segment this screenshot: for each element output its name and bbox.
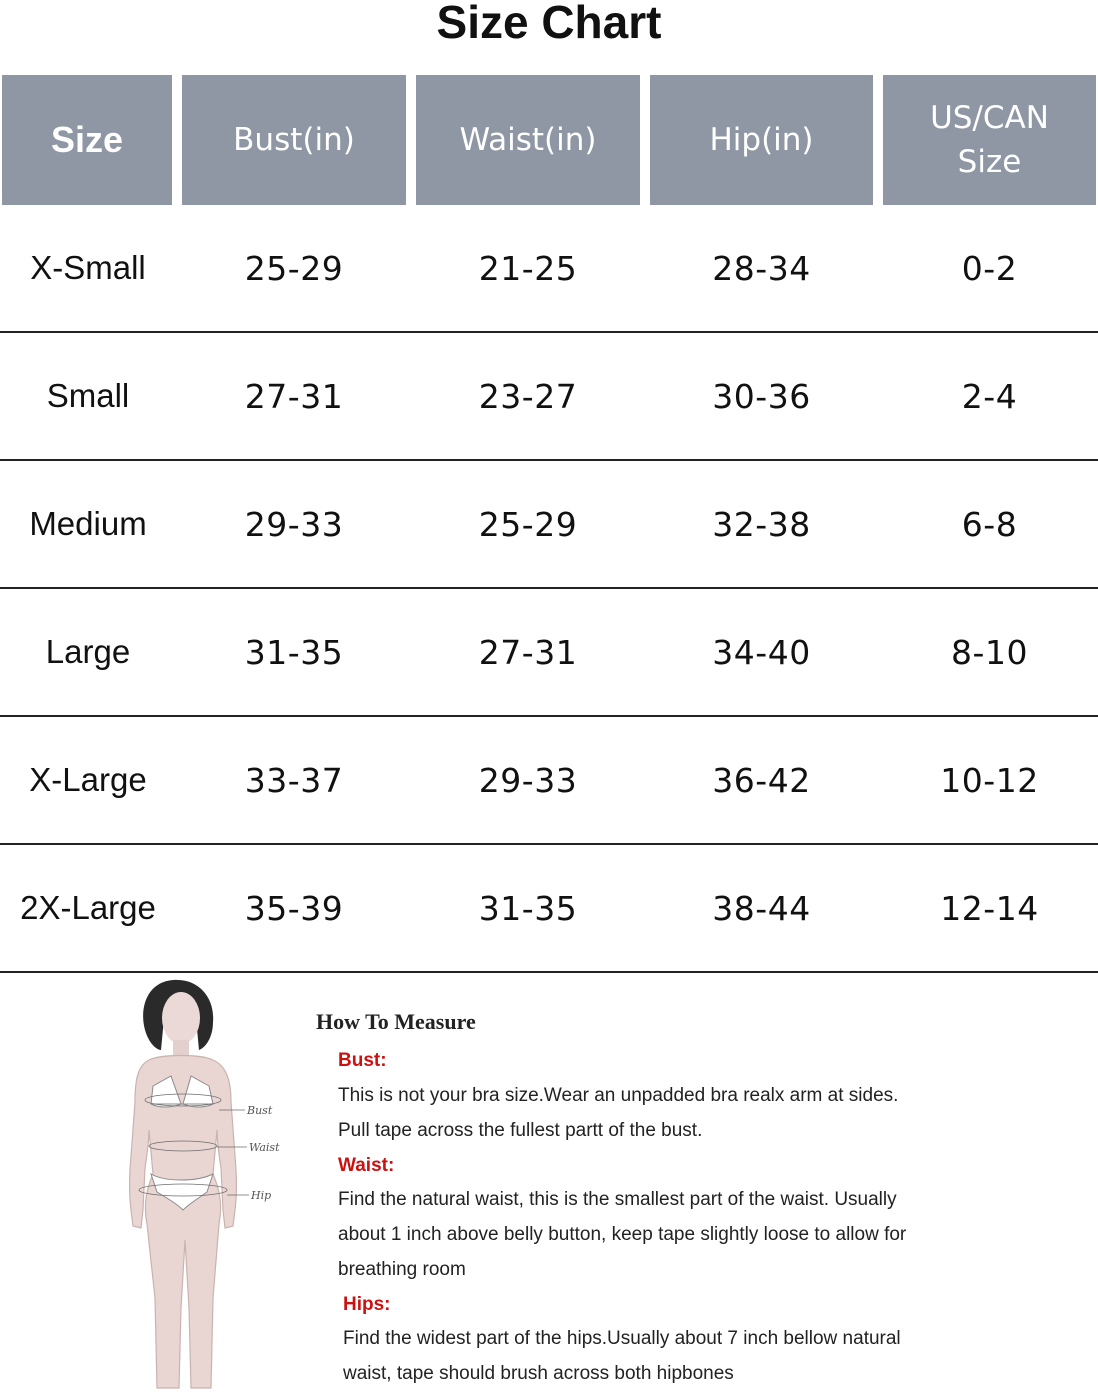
figure-label-hip: Hip bbox=[251, 1189, 272, 1202]
cell-size: X-Large bbox=[29, 761, 147, 798]
cell-us-can-size: 2-4 bbox=[961, 376, 1018, 416]
cell-size: X-Small bbox=[30, 249, 146, 286]
cell-hip: 34-40 bbox=[712, 632, 811, 672]
cell-waist: 29-33 bbox=[478, 760, 578, 800]
cell-waist: 31-35 bbox=[478, 888, 578, 928]
cell-bust: 31-35 bbox=[244, 632, 344, 672]
cell-waist: 23-27 bbox=[478, 376, 578, 416]
waist-text-line-2: about 1 inch above belly button, keep tape slightly loose to allow for bbox=[338, 1224, 907, 1245]
cell-bust: 25-29 bbox=[244, 248, 344, 288]
cell-bust: 33-37 bbox=[244, 760, 344, 800]
cell-us-can-size: 10-12 bbox=[940, 760, 1039, 800]
cell-hip: 36-42 bbox=[712, 760, 811, 800]
cell-bust: 35-39 bbox=[244, 888, 344, 928]
cell-us-can-size: 8-10 bbox=[951, 632, 1028, 672]
header-us-can-line2: Size bbox=[957, 144, 1022, 180]
cell-hip: 28-34 bbox=[712, 248, 811, 288]
table-header bbox=[0, 75, 1098, 205]
header-us-can-line1: US/CAN bbox=[930, 100, 1049, 136]
waist-text-line-3: breathing room bbox=[338, 1259, 466, 1280]
how-to-measure-title: How To Measure bbox=[316, 1009, 476, 1034]
cell-waist: 25-29 bbox=[478, 504, 578, 544]
table-row bbox=[0, 205, 1098, 333]
cell-us-can-size: 12-14 bbox=[940, 888, 1039, 928]
waist-text-line-1: Find the natural waist, this is the smallest part of the waist. Usually bbox=[338, 1189, 897, 1210]
cell-hip: 30-36 bbox=[712, 376, 811, 416]
cell-us-can-size: 0-2 bbox=[961, 248, 1018, 288]
bust-label: Bust: bbox=[338, 1050, 387, 1071]
figure-label-bust: Bust bbox=[247, 1104, 273, 1117]
cell-waist: 27-31 bbox=[478, 632, 578, 672]
hips-label: Hips: bbox=[343, 1294, 391, 1315]
waist-label: Waist: bbox=[338, 1155, 395, 1176]
page-title: Size Chart bbox=[436, 0, 662, 48]
body-measurement-figure bbox=[95, 978, 295, 1400]
cell-size: Small bbox=[46, 377, 130, 414]
cell-size: Large bbox=[45, 633, 131, 670]
table-row bbox=[0, 333, 1098, 461]
header-us-can-size bbox=[883, 75, 1096, 205]
table-row bbox=[0, 461, 1098, 589]
table-row bbox=[0, 845, 1098, 973]
header-hip: Hip(in) bbox=[650, 75, 873, 205]
cell-bust: 29-33 bbox=[244, 504, 344, 544]
hips-text-line-2: waist, tape should brush across both hipbones bbox=[343, 1363, 734, 1384]
cell-bust: 27-31 bbox=[244, 376, 344, 416]
table-row bbox=[0, 717, 1098, 845]
header-size: Size bbox=[2, 75, 172, 205]
table-row bbox=[0, 589, 1098, 717]
cell-waist: 21-25 bbox=[478, 248, 578, 288]
how-to-measure-section bbox=[316, 1008, 1036, 1036]
cell-size: Medium bbox=[29, 505, 147, 542]
bust-text-line-1: This is not your bra size.Wear an unpadded bra realx arm at sides. bbox=[338, 1085, 899, 1106]
cell-size: 2X-Large bbox=[20, 889, 156, 926]
cell-hip: 32-38 bbox=[712, 504, 811, 544]
figure-label-waist: Waist bbox=[249, 1141, 280, 1154]
header-bust: Bust(in) bbox=[182, 75, 406, 205]
header-waist: Waist(in) bbox=[416, 75, 640, 205]
hips-text-line-1: Find the widest part of the hips.Usually about 7 inch bellow natural bbox=[343, 1328, 901, 1349]
cell-hip: 38-44 bbox=[712, 888, 811, 928]
bust-text-line-2: Pull tape across the fullest partt of the bust. bbox=[338, 1120, 703, 1141]
cell-us-can-size: 6-8 bbox=[961, 504, 1018, 544]
